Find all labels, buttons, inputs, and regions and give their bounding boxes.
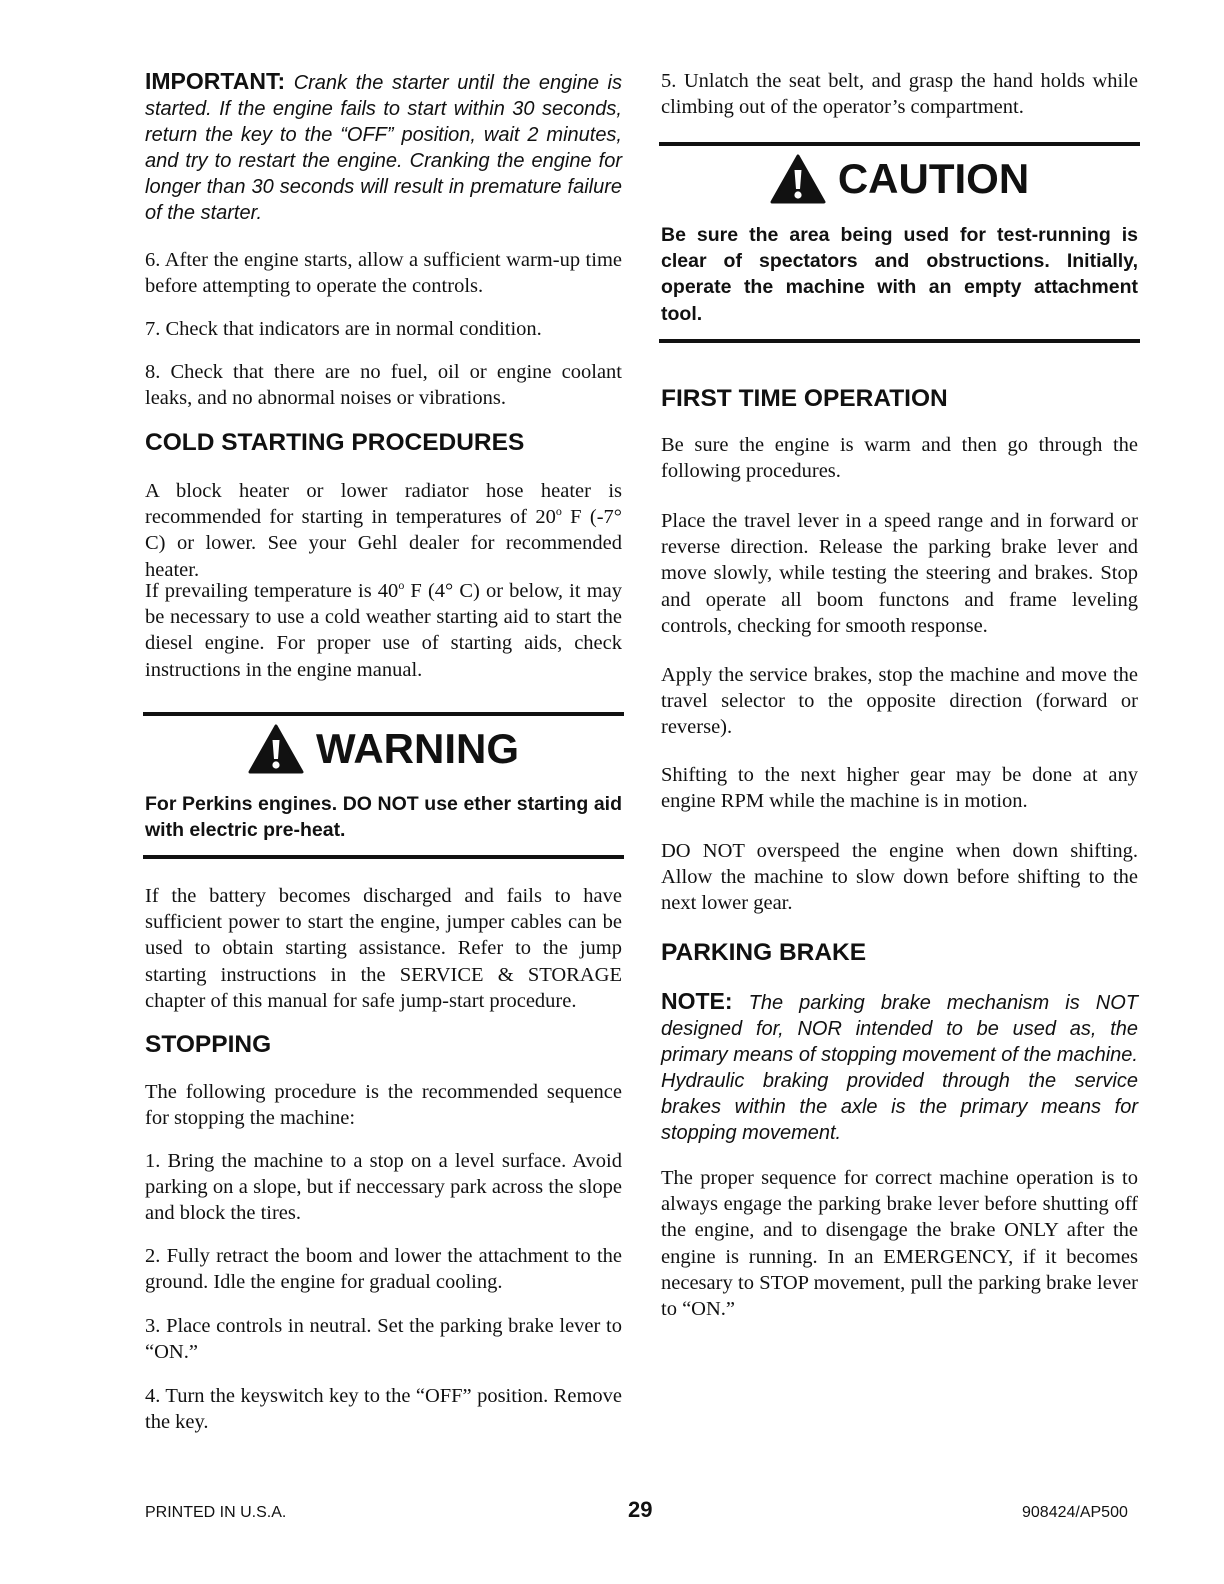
- first-paragraph-3: Apply the service brakes, stop the machine and move the travel selector to the opposite direction (forward or reverse).: [661, 664, 1138, 739]
- stop-step-1: 1. Bring the machine to a stop on a level surface. Avoid parking on a slope, but if neccessary park across the slope and block the tires.: [145, 1150, 622, 1225]
- stop-step-5: 5. Unlatch the seat belt, and grasp the hand holds while climbing out of the operator’s compartment.: [661, 70, 1138, 119]
- note-text: The parking brake mechanism is NOT designed for, NOR intended to be used as, the primary means of stopping movement of the machine. Hydraulic braking provided through the service brakes within the axle is the primary means for stopping movement.: [661, 992, 1138, 1144]
- cold-p2-text-a: If prevailing temperature is 40: [145, 580, 399, 602]
- parking-note: [661, 988, 1138, 1146]
- caution-top-rule: [659, 142, 1140, 146]
- stop-step-2: 2. Fully retract the boom and lower the attachment to the ground. Idle the engine for gradual cooling.: [145, 1245, 622, 1294]
- warning-bottom-rule: [143, 855, 624, 859]
- cold-paragraph-2: [145, 578, 622, 683]
- stop-step-4: 4. Turn the keyswitch key to the “OFF” position. Remove the key.: [145, 1385, 622, 1434]
- cold-paragraph-1: [145, 478, 622, 583]
- cold-p1-text-b: F (-7° C) or lower. See your Gehl dealer for recommended heater.: [145, 506, 622, 581]
- caution-bottom-rule: [659, 339, 1140, 343]
- warning-triangle-icon: [248, 724, 304, 774]
- important-text: Crank the starter until the engine is started. If the engine fails to start within 30 seconds, return the key to the “OFF” position, wait 2 minutes, and try to restart the engine. Cranking the engine for longer than 30 seconds will result in premature failure of the starter.: [145, 72, 622, 224]
- important-label: IMPORTANT:: [145, 68, 286, 94]
- important-note: [145, 68, 622, 226]
- warning-text: For Perkins engines. DO NOT use ether starting aid with electric pre-heat.: [145, 793, 622, 842]
- caution-title: CAUTION: [837, 155, 1030, 202]
- parking-brake-heading: PARKING BRAKE: [661, 939, 867, 966]
- first-time-operation-heading: FIRST TIME OPERATION: [661, 385, 948, 412]
- first-paragraph-2: Place the travel lever in a speed range and in forward or reverse direction. Release the parking brake lever and move slowly, while testing the steering and brakes. Stop and operate all boom functons and frame leveling controls, checking for smooth response.: [661, 510, 1138, 637]
- battery-paragraph: If the battery becomes discharged and fails to have sufficient power to start the engine, jumper cables can be used to obtain starting assistance. Refer to the jump starting instructions in the SERVICE & STORAGE chapter of this manual for safe jump-start procedure.: [145, 885, 622, 1012]
- warning-title: WARNING: [316, 725, 519, 772]
- first-paragraph-5: DO NOT overspeed the engine when down shifting. Allow the machine to slow down before shifting to the next lower gear.: [661, 840, 1138, 915]
- cold-starting-heading: COLD STARTING PROCEDURES: [145, 429, 525, 456]
- stopping-heading: STOPPING: [145, 1031, 272, 1058]
- step-8: 8. Check that there are no fuel, oil or engine coolant leaks, and no abnormal noises or vibrations.: [145, 361, 622, 410]
- cold-p2-text-b: F (4° C) or below, it may be necessary to use a cold weather starting aid to start the diesel engine. For proper use of starting aids, check instructions in the engine manual.: [145, 580, 622, 681]
- degree-sup: o: [555, 504, 562, 519]
- warning-title-row: [145, 724, 622, 774]
- step-7: 7. Check that indicators are in normal condition.: [145, 318, 542, 340]
- cold-p1-text-a: A block heater or lower radiator hose heater is recommended for starting in temperatures of 20: [145, 480, 622, 529]
- step-6: 6. After the engine starts, allow a sufficient warm-up time before attempting to operate the controls.: [145, 249, 622, 298]
- parking-paragraph: The proper sequence for correct machine operation is to always engage the parking brake lever before shutting off the engine, and to disengage the brake ONLY after the engine is running. In an EMERGENCY, if it becomes necesary to STOP movement, pull the parking brake lever to “ON.”: [661, 1167, 1138, 1321]
- footer-printed: PRINTED IN U.S.A.: [145, 1504, 287, 1521]
- note-label: NOTE:: [661, 988, 733, 1014]
- caution-text: Be sure the area being used for test-running is clear of spectators and obstructions. Initially, operate the machine with an empty attachment tool.: [661, 224, 1138, 325]
- page-number: 29: [628, 1497, 653, 1522]
- caution-title-row: [661, 154, 1138, 204]
- stop-step-3: 3. Place controls in neutral. Set the parking brake lever to “ON.”: [145, 1315, 622, 1364]
- footer-doc-number: 908424/AP500: [1022, 1504, 1128, 1521]
- first-paragraph-1: Be sure the engine is warm and then go through the following procedures.: [661, 434, 1138, 483]
- stopping-intro: The following procedure is the recommended sequence for stopping the machine:: [145, 1081, 622, 1130]
- warning-top-rule: [143, 712, 624, 716]
- caution-triangle-icon: [770, 154, 826, 204]
- degree-sup: o: [398, 578, 405, 593]
- first-paragraph-4: Shifting to the next higher gear may be done at any engine RPM while the machine is in motion.: [661, 764, 1138, 813]
